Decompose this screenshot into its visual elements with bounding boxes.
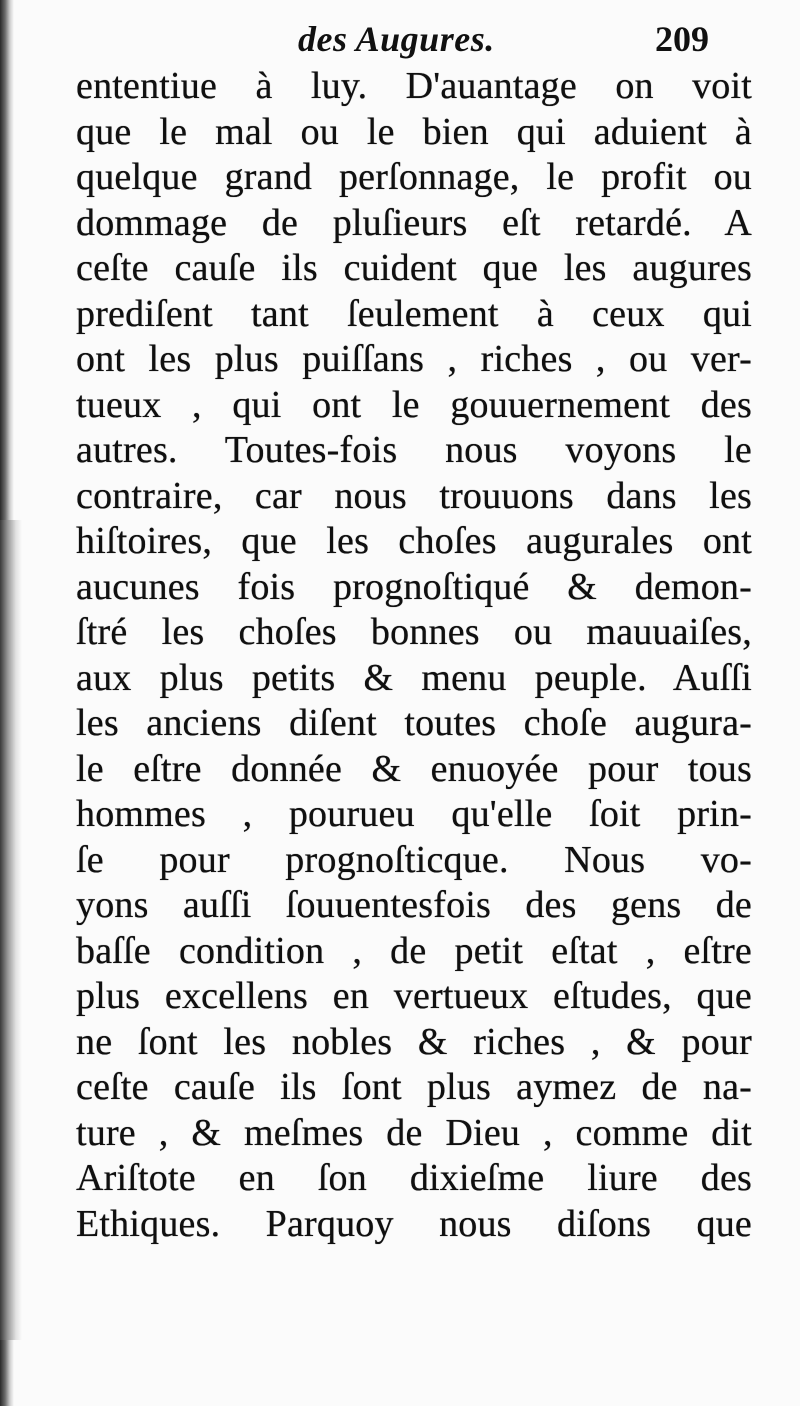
text-line: aux plus petits & menu peuple. Auſſi: [76, 656, 752, 699]
running-head-title: des Augures.: [298, 19, 495, 59]
text-line: aucunes fois prognoſtiqué & demon-: [76, 565, 752, 608]
text-line: tueux , qui ont le gouuernement des: [76, 383, 752, 426]
body-text: [76, 64, 752, 1247]
text-line: dommage de pluſieurs eſt retardé. A: [76, 201, 752, 244]
text-line: autres. Toutes-fois nous voyons le: [76, 429, 752, 471]
text-line: Ethiques. Parquoy nous diſons que: [76, 1202, 752, 1245]
page-number: 209: [655, 19, 709, 59]
text-line: le eſtre donnée & enuoyée pour tous: [76, 747, 752, 790]
text-line: ture , & meſmes de Dieu , comme dit: [76, 1111, 752, 1154]
text-line: ne ſont les nobles & riches , & pour: [76, 1020, 752, 1063]
text-line: ſtré les choſes bonnes ou mauuaiſes,: [76, 611, 752, 653]
text-line: que le mal ou le bien qui aduient à: [76, 110, 752, 153]
text-line: hommes , pourueu qu'elle ſoit prin-: [76, 793, 752, 835]
text-line: plus excellens en vertueux eſtudes, que: [76, 975, 752, 1017]
text-line: yons auſſi ſouuentesfois des gens de: [76, 884, 752, 926]
text-line: prediſent tant ſeulement à ceux qui: [76, 292, 752, 335]
text-line: Ariſtote en ſon dixieſme liure des: [76, 1157, 752, 1199]
page-fold-shadow: [0, 520, 22, 1340]
text-line: hiſtoires, que les choſes augurales ont: [76, 520, 752, 562]
text-line: ceſte cauſe ils ſont plus aymez de na-: [76, 1066, 752, 1108]
text-line: ententiue à luy. D'auantage on voit: [76, 65, 752, 107]
text-line: ont les plus puiſſans , riches , ou ver-: [76, 338, 752, 380]
text-line: ſe pour prognoſticque. Nous vo-: [76, 838, 752, 881]
text-line: ceſte cauſe ils cuident que les augures: [76, 247, 752, 289]
text-line: baſſe condition , de petit eſtat , eſtre: [76, 929, 752, 972]
text-line: les anciens diſent toutes choſe augura-: [76, 702, 752, 744]
running-head: [0, 18, 800, 68]
text-line: contraire, car nous trouuons dans les: [76, 474, 752, 517]
text-line: quelque grand perſonnage, le profit ou: [76, 156, 752, 198]
